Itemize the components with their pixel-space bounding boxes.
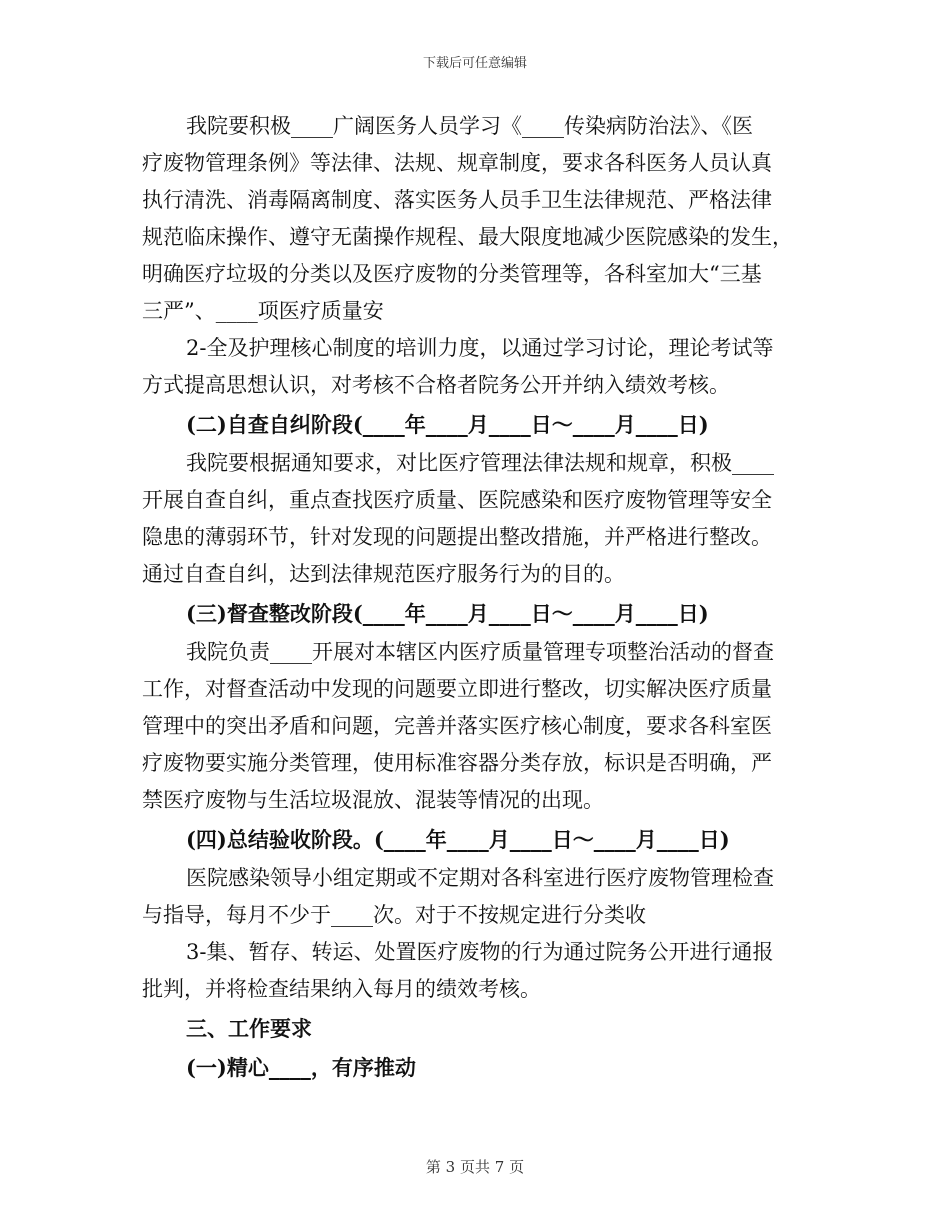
document-body (142, 108, 802, 1088)
text-line: 我院要根据通知要求，对比医疗管理法律法规和规章，积极____ (186, 451, 774, 475)
text-line: 批判，并将检查结果纳入每月的绩效考核。 (142, 977, 541, 1001)
heading-text: 三、工作要求 (186, 1016, 312, 1041)
heading-text: (二)自查自纠阶段(____年____月____日～____月____日) (186, 412, 709, 437)
page-number: 第 3 页共 7 页 (425, 1158, 525, 1176)
text-line: 隐患的薄弱环节，针对发现的问题提出整改措施，并严格进行整改。 (142, 525, 772, 549)
text-line: 开展自查自纠，重点查找医疗质量、医院感染和医疗废物管理等安全 (142, 488, 772, 512)
heading-careful-promotion (142, 1049, 802, 1086)
text-line: 疗废物要实施分类管理，使用标准容器分类存放，标识是否明确，严 (142, 751, 772, 775)
text-line: 与指导，每月不少于____次。对于不按规定进行分类收 (142, 903, 646, 927)
text-line: 医院感染领导小组定期或不定期对各科室进行医疗废物管理检查 (186, 866, 774, 890)
paragraph-disposal (142, 934, 802, 1008)
text-line: 三严”、____项医疗质量安 (142, 299, 384, 323)
text-line: 我院负责____开展对本辖区内医疗质量管理专项整治活动的督查 (186, 640, 774, 664)
paragraph-self-inspection (142, 445, 802, 593)
text-line: 执行清洗、消毒隔离制度、落实医务人员手卫生法律规范、严格法律 (142, 188, 772, 212)
text-line: 3-集、暂存、转运、处置医疗废物的行为通过院务公开进行通报 (186, 940, 774, 964)
heading-work-requirements (142, 1010, 802, 1047)
text-line: 禁医疗废物与生活垃圾混放、混装等情况的出现。 (142, 788, 604, 812)
paragraph-study-regulations (142, 108, 802, 330)
text-line: 工作，对督查活动中发现的问题要立即进行整改，切实解决医疗质量 (142, 677, 772, 701)
text-line: 疗废物管理条例》等法律、法规、规章制度，要求各科医务人员认真 (142, 151, 772, 175)
page-header: 下载后可任意编辑 (422, 56, 527, 71)
heading-summary-stage (142, 821, 802, 858)
heading-text: (四)总结验收阶段。(____年____月____日～____月____日) (186, 827, 730, 852)
text-line: 明确医疗垃圾的分类以及医疗废物的分类管理等，各科室加大“三基 (142, 262, 762, 286)
text-line: 通过自查自纠，达到法律规范医疗服务行为的目的。 (142, 562, 625, 586)
text-line: 我院要积极____广阔医务人员学习《____传染病防治法》、《医 (186, 114, 753, 138)
text-line: 2-全及护理核心制度的培训力度，以通过学习讨论，理论考试等 (186, 336, 774, 360)
heading-self-inspection-stage (142, 406, 802, 443)
heading-text: (一)精心____，有序推动 (186, 1055, 416, 1080)
paragraph-supervision (142, 634, 802, 819)
text-line: 规范临床操作、遵守无菌操作规程、最大限度地减少医院感染的发生， (142, 225, 793, 249)
text-line: 管理中的突出矛盾和问题，完善并落实医疗核心制度，要求各科室医 (142, 714, 772, 738)
heading-text: (三)督查整改阶段(____年____月____日～____月____日) (186, 601, 709, 626)
text-line: 方式提高思想认识，对考核不合格者院务公开并纳入绩效考核。 (142, 373, 730, 397)
paragraph-training (142, 330, 802, 404)
paragraph-infection-group (142, 860, 802, 934)
heading-supervision-stage (142, 595, 802, 632)
